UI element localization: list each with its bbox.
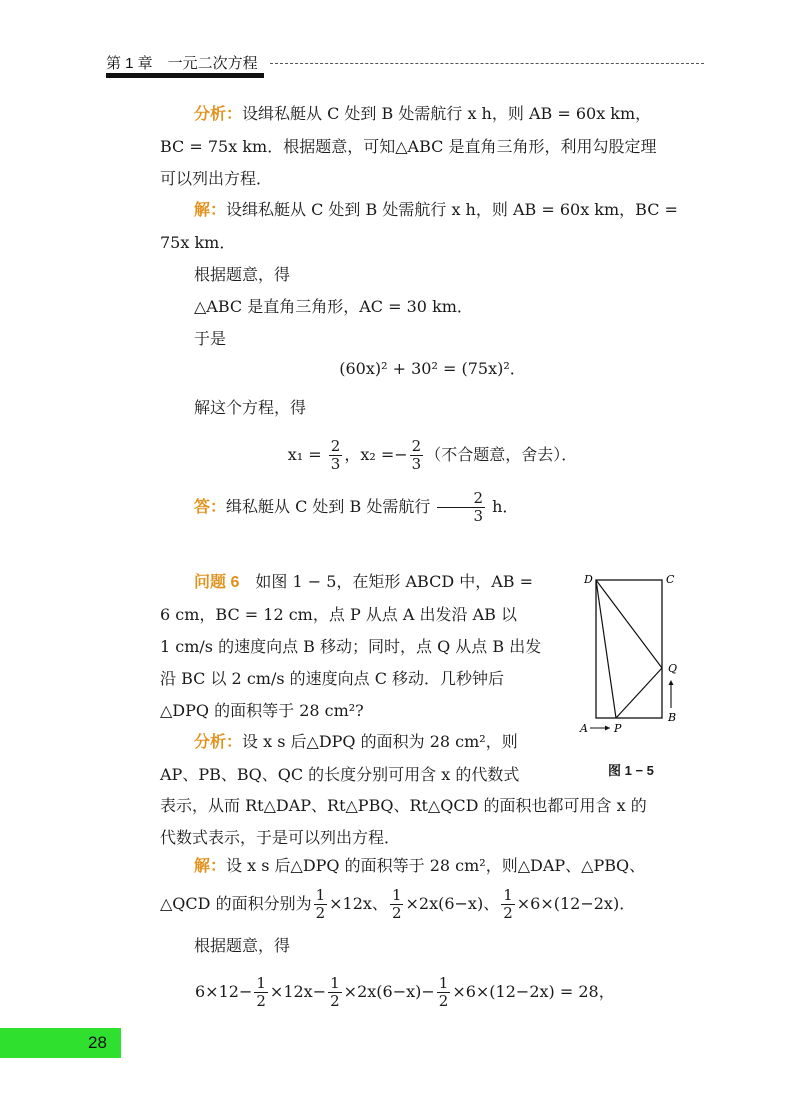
figure-rectangle-abcd bbox=[578, 570, 698, 760]
half-fraction-3: $\frac{1}{2}$ bbox=[503, 886, 513, 922]
area-term-2: ×2x(6−x)、 bbox=[405, 894, 500, 913]
analysis-1-line-3: 可以列出方程． bbox=[160, 169, 273, 188]
equation-2 bbox=[195, 972, 705, 1012]
solution-2 bbox=[160, 850, 705, 883]
solution-2-areas bbox=[160, 884, 705, 924]
root-fraction-1: $\frac{2}{3}$ bbox=[330, 437, 341, 473]
root-note: （不合题意，舍去）． bbox=[425, 445, 578, 464]
vertex-label-b: B bbox=[668, 711, 677, 724]
eq2-half-2: $\frac{1}{2}$ bbox=[330, 974, 340, 1010]
segment-pq bbox=[616, 668, 662, 718]
answer-label: 答： bbox=[194, 499, 227, 516]
analysis-2-label: 分析： bbox=[194, 734, 243, 751]
solution-1-line-1: 设缉私艇从 C 处到 B 处需航行 x h，则 AB = 60x km，BC = bbox=[226, 200, 678, 219]
answer-1 bbox=[160, 490, 705, 525]
analysis-2-line-1: 设 x s 后△DPQ 的面积为 28 cm²，则 bbox=[242, 732, 518, 751]
solution-1-line-5: 于是 bbox=[194, 329, 227, 348]
solution-1-line-3: 根据题意，得 bbox=[194, 265, 291, 284]
root-x2-label: ，x₂ =− bbox=[344, 445, 408, 464]
analysis-2-line-2: AP、PB、BQ、QC 的长度分别可用含 x 的代数式 bbox=[160, 765, 520, 784]
solution-1-line-4: △ABC 是直角三角形，AC = 30 km． bbox=[194, 297, 473, 316]
solution-label: 解： bbox=[194, 202, 227, 219]
header-underline bbox=[106, 73, 264, 78]
eq2-half-3: $\frac{1}{2}$ bbox=[438, 974, 449, 1010]
chapter-title: 第 1 章 一元二次方程 bbox=[106, 55, 258, 72]
roots-equation bbox=[160, 438, 705, 473]
half-fraction-2: $\frac{1}{2}$ bbox=[391, 886, 402, 922]
half-fraction-1: $\frac{1}{2}$ bbox=[315, 886, 326, 922]
solution-2-line-2: △QCD 的面积分别为 bbox=[160, 894, 312, 913]
eq2-term-d: ×6×(12−2x) = 28， bbox=[452, 982, 615, 1001]
analysis-2-line-4: 代数式表示，于是可以列出方程． bbox=[160, 828, 401, 847]
answer-fraction: $\frac{2}{3}$ bbox=[437, 490, 485, 525]
problem-6-line-2: 6 cm，BC = 12 cm，点 P 从点 A 出发沿 AB 以 bbox=[160, 605, 518, 624]
analysis-1 bbox=[160, 98, 705, 195]
analysis-2 bbox=[160, 726, 560, 791]
solution-1-line-6: 解这个方程，得 bbox=[194, 398, 307, 417]
problem-6-line-4: 沿 BC 以 2 cm/s 的速度向点 C 移动．几秒钟后 bbox=[160, 669, 505, 688]
analysis-2-line-3: 表示，从而 Rt△DAP、Rt△PBQ、Rt△QCD 的面积也都可用含 x 的 bbox=[160, 796, 647, 815]
segment-dp bbox=[596, 580, 616, 718]
root-x1-label: x₁ = bbox=[287, 445, 322, 464]
analysis-label: 分析： bbox=[194, 106, 243, 123]
eq2-term-c: ×2x(6−x)− bbox=[343, 982, 435, 1001]
point-label-q: Q bbox=[668, 662, 678, 675]
problem-label: 问题 6 bbox=[194, 574, 240, 591]
problem-6-line-5: △DPQ 的面积等于 28 cm²? bbox=[160, 701, 364, 720]
answer-text: 缉私艇从 C 处到 B 处需航行 bbox=[226, 497, 431, 516]
point-label-p: P bbox=[614, 722, 622, 735]
solution-2-line-1: 设 x s 后△DPQ 的面积等于 28 cm²，则△DAP、△PBQ、 bbox=[226, 856, 646, 875]
analysis-2-continued bbox=[160, 790, 705, 854]
vertex-label-d: D bbox=[584, 573, 593, 586]
vertex-label-c: C bbox=[666, 573, 675, 586]
solution-1 bbox=[160, 194, 705, 355]
problem-6-line-1: 如图 1 − 5，在矩形 ABCD 中，AB = bbox=[255, 572, 534, 591]
arrow-ap-head bbox=[605, 726, 610, 731]
solution-2-line-3: 根据题意，得 bbox=[194, 936, 291, 955]
arrow-bq-head bbox=[669, 680, 674, 685]
root-fraction-2: $\frac{2}{3}$ bbox=[411, 437, 422, 473]
vertex-label-a: A bbox=[580, 722, 588, 735]
problem-6-line-3: 1 cm/s 的速度向点 B 移动；同时，点 Q 从点 B 出发 bbox=[160, 637, 542, 656]
header-dashed-rule bbox=[270, 63, 704, 64]
solution-2-label: 解： bbox=[194, 858, 227, 875]
area-term-1: ×12x、 bbox=[329, 894, 388, 913]
segment-dq bbox=[596, 580, 662, 668]
page-number: 28 bbox=[88, 1033, 107, 1052]
eq2-term-a: 6×12− bbox=[195, 982, 253, 1001]
solution-1-line-2: 75x km． bbox=[160, 233, 236, 252]
eq2-term-b: ×12x− bbox=[269, 982, 327, 1001]
area-term-3: ×6×(12−2x)． bbox=[516, 894, 636, 913]
running-header bbox=[106, 52, 706, 76]
eq2-half-1: $\frac{1}{2}$ bbox=[256, 974, 266, 1010]
equation-1: (60x)² + 30² = (75x)²． bbox=[339, 359, 526, 378]
analysis-1-line-1: 设缉私艇从 C 处到 B 处需航行 x h，则 AB = 60x km， bbox=[242, 104, 652, 123]
figure-caption: 图 1 − 5 bbox=[608, 763, 654, 778]
answer-unit: h． bbox=[492, 497, 519, 516]
analysis-1-line-2: BC = 75x km．根据题意，可知△ABC 是直角三角形，利用勾股定理 bbox=[160, 137, 657, 156]
problem-6 bbox=[160, 566, 560, 727]
